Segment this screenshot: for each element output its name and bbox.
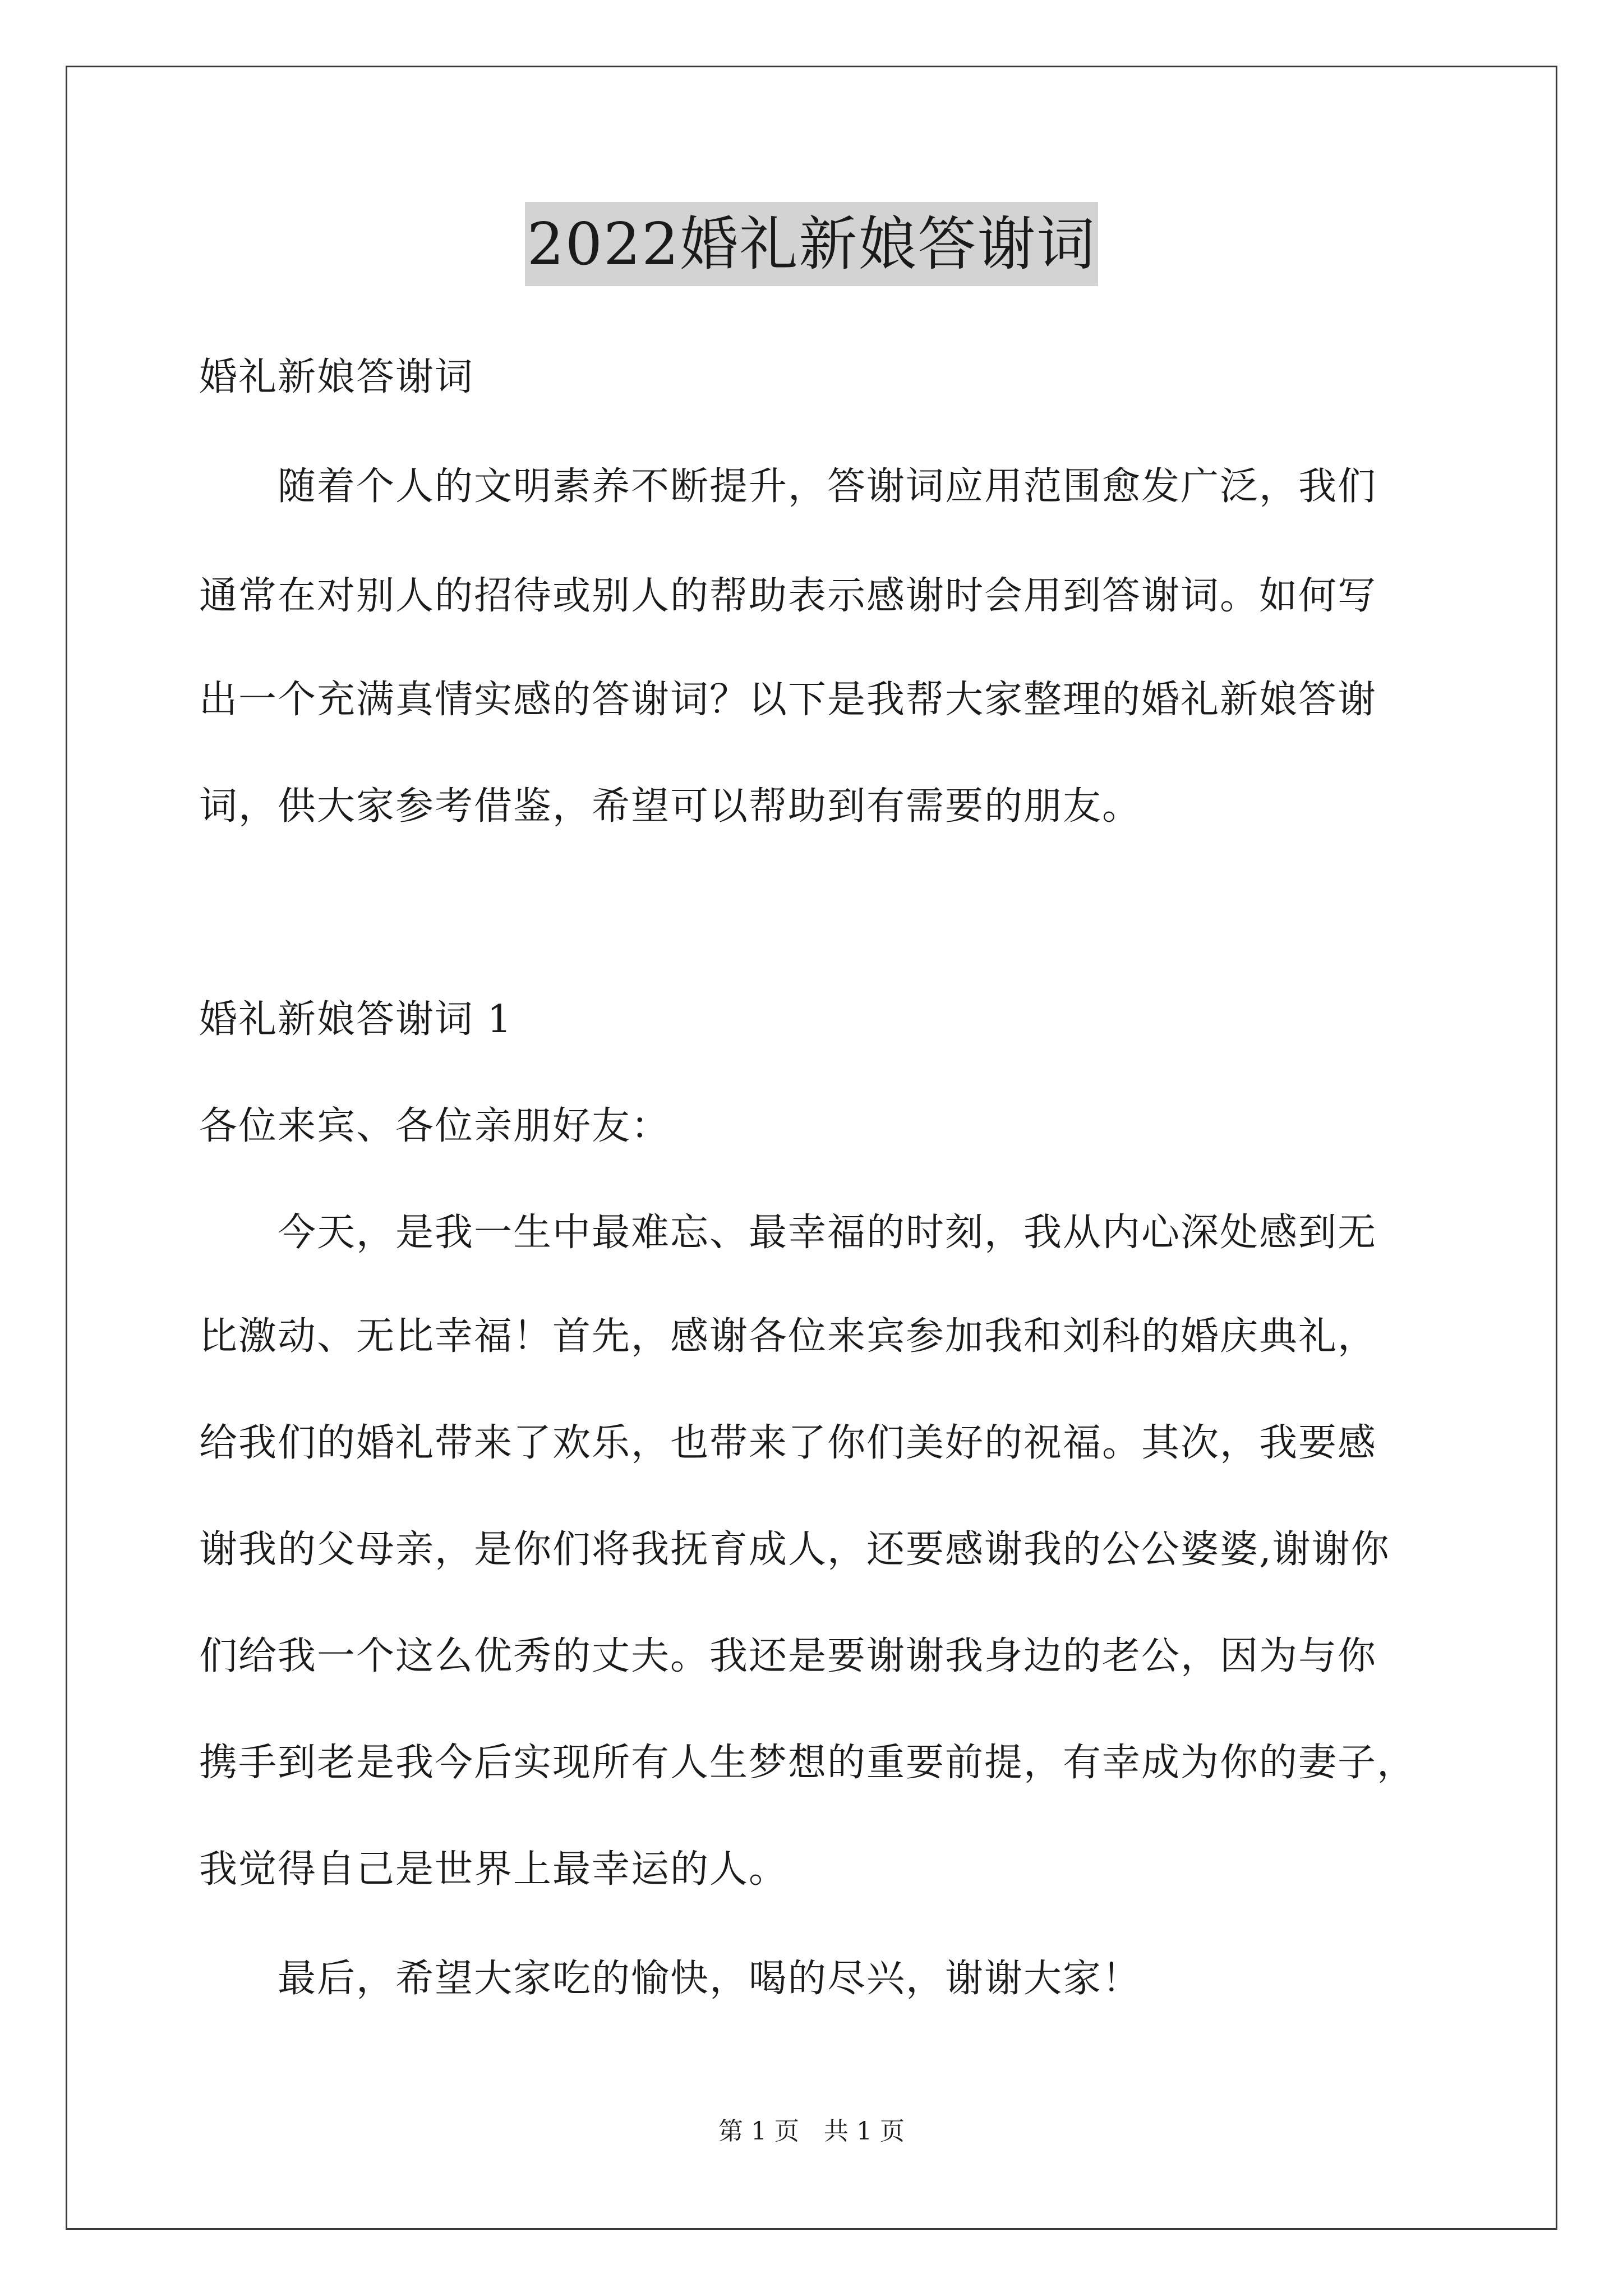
paragraph-line: 最后，希望大家吃的愉快，喝的尽兴，谢谢大家！ — [199, 1957, 1142, 2001]
paragraph-line: 给我们的婚礼带来了欢乐，也带来了你们美好的祝福。其次，我要感 — [199, 1421, 1377, 1465]
paragraph-line: 随着个人的文明素养不断提升，答谢词应用范围愈发广泛，我们 — [199, 464, 1377, 509]
paragraph-line: 谢我的父母亲，是你们将我抚育成人，还要感谢我的公公婆婆,谢谢你 — [199, 1527, 1390, 1572]
section-heading: 婚礼新娘答谢词 1 — [199, 997, 513, 1042]
salutation: 各位来宾、各位亲朋好友： — [199, 1104, 671, 1148]
paragraph-line: 比激动、无比幸福！首先，感谢各位来宾参加我和刘科的婚庆典礼， — [199, 1314, 1377, 1359]
paragraph-line: 通常在对别人的招待或别人的帮助表示感谢时会用到答谢词。如何写 — [199, 574, 1377, 618]
paragraph-line: 今天，是我一生中最难忘、最幸福的时刻，我从内心深处感到无 — [199, 1211, 1377, 1255]
paragraph-line: 们给我一个这么优秀的丈夫。我还是要谢谢我身边的老公，因为与你 — [199, 1634, 1377, 1678]
page-footer: 第 1 页 共 1 页 — [718, 2117, 905, 2146]
paragraph-line: 我觉得自己是世界上最幸运的人。 — [199, 1847, 789, 1892]
section-heading: 婚礼新娘答谢词 — [199, 355, 474, 399]
paragraph-line: 携手到老是我今后实现所有人生梦想的重要前提，有幸成为你的妻子， — [199, 1741, 1417, 1785]
paragraph-line: 词，供大家参考借鉴，希望可以帮助到有需要的朋友。 — [199, 784, 1142, 829]
document-title: 2022婚礼新娘答谢词 — [525, 202, 1099, 286]
title-container — [0, 202, 1623, 286]
paragraph-line: 出一个充满真情实感的答谢词？以下是我帮大家整理的婚礼新娘答谢 — [199, 678, 1377, 722]
